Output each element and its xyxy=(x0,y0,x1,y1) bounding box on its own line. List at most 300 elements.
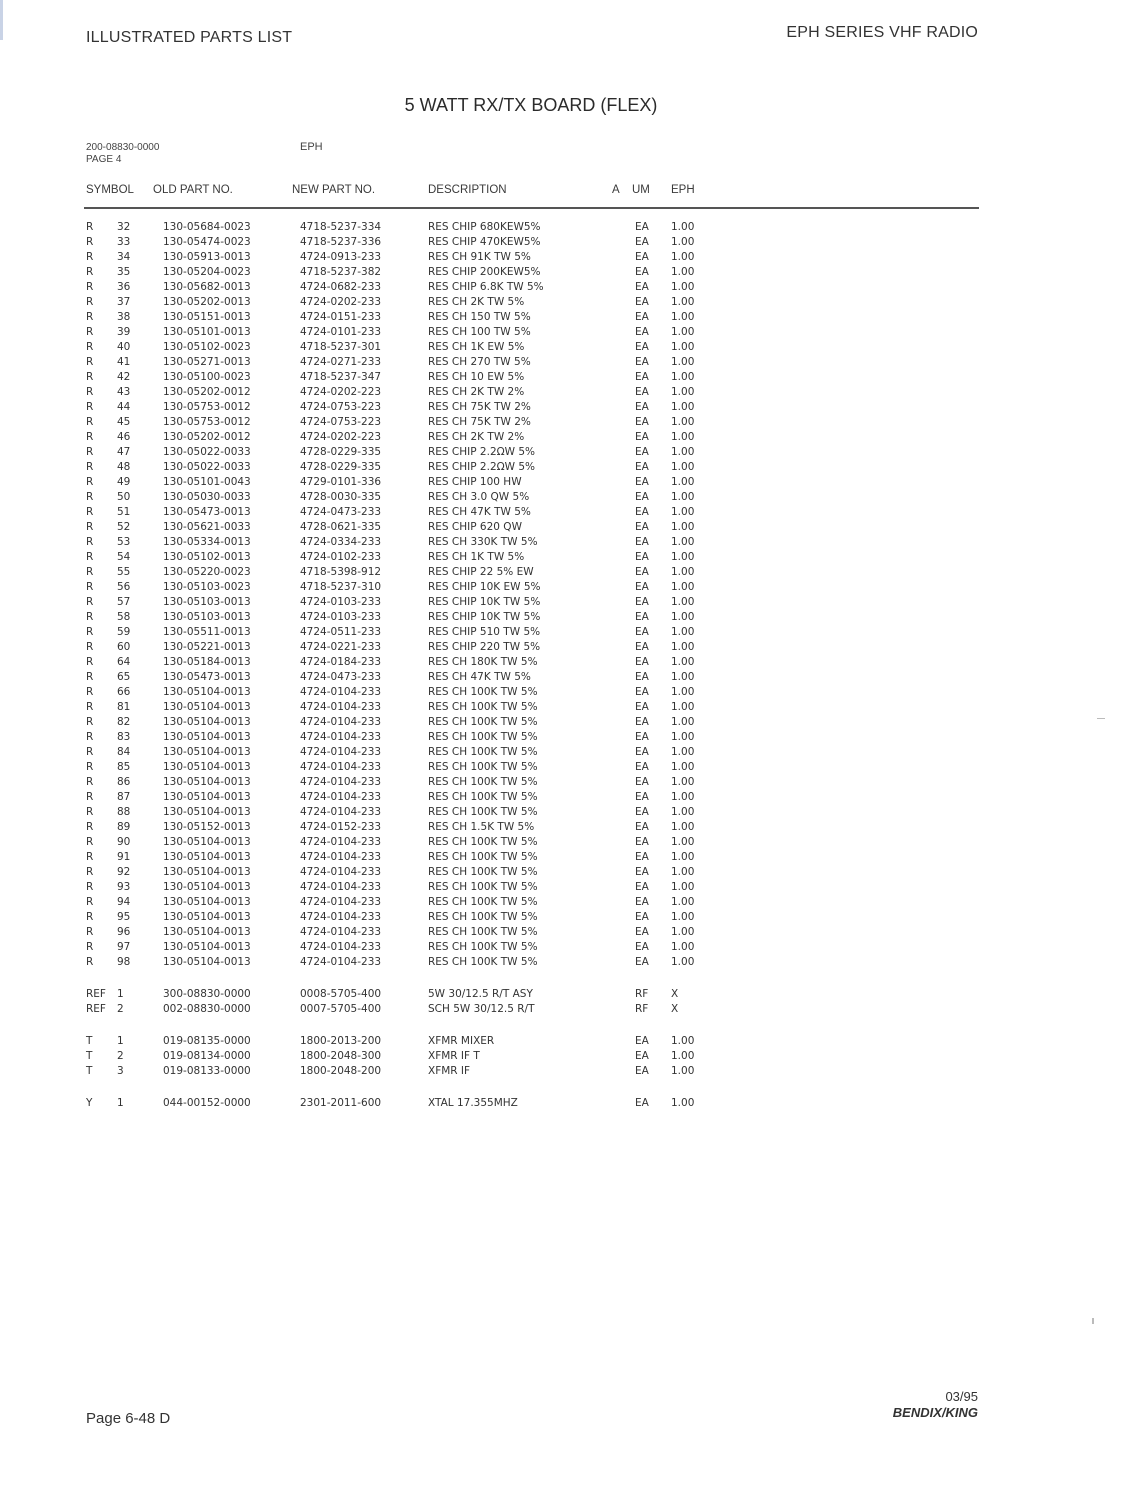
cell-qty: 1.00 xyxy=(671,671,695,683)
cell-new-part: 4718-5237-310 xyxy=(300,581,382,593)
cell-new-part: 4724-0271-233 xyxy=(300,356,382,368)
table-row xyxy=(0,820,760,835)
cell-qty: 1.00 xyxy=(671,701,695,713)
cell-qty: 1.00 xyxy=(671,491,695,503)
cell-old-part: 130-05104-0013 xyxy=(163,836,251,848)
cell-new-part: 4724-0104-233 xyxy=(300,686,382,698)
cell-qty: 1.00 xyxy=(671,881,695,893)
scan-edge-mark xyxy=(0,0,3,40)
cell-old-part: 130-05271-0013 xyxy=(163,356,251,368)
footer-brand: BENDIX/KING xyxy=(892,1405,978,1420)
cell-symbol: R xyxy=(86,641,94,653)
table-row xyxy=(0,520,760,535)
cell-qty: 1.00 xyxy=(671,911,695,923)
column-header-symbol: SYMBOL xyxy=(86,184,134,196)
cell-description: RES CHIP 620 QW xyxy=(428,521,522,533)
cell-number: 32 xyxy=(117,221,131,233)
cell-qty: 1.00 xyxy=(671,851,695,863)
cell-description: RES CH 2K TW 2% xyxy=(428,386,525,398)
cell-new-part: 4718-5237-382 xyxy=(300,266,382,278)
cell-um: EA xyxy=(635,596,649,608)
cell-um: EA xyxy=(635,611,649,623)
cell-old-part: 130-05104-0013 xyxy=(163,716,251,728)
cell-qty: 1.00 xyxy=(671,596,695,608)
cell-new-part: 4724-0104-233 xyxy=(300,881,382,893)
cell-description: RES CH 100K TW 5% xyxy=(428,941,538,953)
cell-number: 95 xyxy=(117,911,131,923)
cell-new-part: 4724-0753-223 xyxy=(300,401,382,413)
cell-new-part: 4718-5398-912 xyxy=(300,566,382,578)
cell-new-part: 4724-0104-233 xyxy=(300,746,382,758)
cell-new-part: 4724-0202-233 xyxy=(300,296,382,308)
cell-qty: 1.00 xyxy=(671,941,695,953)
cell-old-part: 130-05221-0013 xyxy=(163,641,251,653)
cell-new-part: 4724-0102-233 xyxy=(300,551,382,563)
cell-new-part: 4718-5237-347 xyxy=(300,371,382,383)
cell-qty: 1.00 xyxy=(671,791,695,803)
cell-um: EA xyxy=(635,431,649,443)
cell-number: 83 xyxy=(117,731,131,743)
cell-new-part: 4724-0152-233 xyxy=(300,821,382,833)
cell-new-part: 4724-0753-223 xyxy=(300,416,382,428)
cell-old-part: 300-08830-0000 xyxy=(163,988,251,1000)
cell-number: 64 xyxy=(117,656,131,668)
cell-um: EA xyxy=(635,881,649,893)
cell-description: RES CH 10 EW 5% xyxy=(428,371,525,383)
cell-qty: 1.00 xyxy=(671,476,695,488)
cell-symbol: T xyxy=(86,1065,93,1077)
table-row xyxy=(0,490,760,505)
cell-description: RES CH 75K TW 2% xyxy=(428,416,531,428)
cell-qty: 1.00 xyxy=(671,626,695,638)
cell-um: EA xyxy=(635,1050,649,1062)
cell-symbol: R xyxy=(86,836,94,848)
cell-symbol: R xyxy=(86,326,94,338)
cell-number: 43 xyxy=(117,386,131,398)
cell-qty: 1.00 xyxy=(671,296,695,308)
cell-old-part: 044-00152-0000 xyxy=(163,1097,251,1109)
cell-number: 57 xyxy=(117,596,131,608)
cell-old-part: 130-05104-0013 xyxy=(163,956,251,968)
cell-symbol: R xyxy=(86,266,94,278)
cell-new-part: 1800-2013-200 xyxy=(300,1035,382,1047)
cell-new-part: 4724-0473-233 xyxy=(300,671,382,683)
cell-new-part: 4724-0334-233 xyxy=(300,536,382,548)
cell-description: RES CH 100K TW 5% xyxy=(428,866,538,878)
cell-old-part: 130-05202-0013 xyxy=(163,296,251,308)
table-row xyxy=(0,265,760,280)
cell-symbol: R xyxy=(86,281,94,293)
cell-description: RES CH 100K TW 5% xyxy=(428,911,538,923)
cell-old-part: 019-08134-0000 xyxy=(163,1050,251,1062)
cell-description: RES CHIP 10K TW 5% xyxy=(428,611,541,623)
cell-qty: 1.00 xyxy=(671,356,695,368)
table-row xyxy=(0,220,760,235)
cell-new-part: 4724-0511-233 xyxy=(300,626,382,638)
cell-symbol: R xyxy=(86,911,94,923)
cell-number: 89 xyxy=(117,821,131,833)
cell-um: EA xyxy=(635,296,649,308)
cell-qty: 1.00 xyxy=(671,776,695,788)
cell-description: RES CHIP 220 TW 5% xyxy=(428,641,541,653)
cell-qty: 1.00 xyxy=(671,716,695,728)
cell-number: 59 xyxy=(117,626,131,638)
cell-new-part: 0007-5705-400 xyxy=(300,1003,382,1015)
cell-number: 54 xyxy=(117,551,131,563)
cell-um: EA xyxy=(635,386,649,398)
cell-description: 5W 30/12.5 R/T ASY xyxy=(428,988,533,1000)
cell-new-part: 1800-2048-200 xyxy=(300,1065,382,1077)
cell-description: XFMR IF T xyxy=(428,1050,480,1062)
table-row xyxy=(0,400,760,415)
cell-old-part: 130-05104-0013 xyxy=(163,866,251,878)
cell-number: 47 xyxy=(117,446,131,458)
cell-description: RES CH 180K TW 5% xyxy=(428,656,538,668)
cell-number: 46 xyxy=(117,431,131,443)
cell-description: RES CHIP 200KEW5% xyxy=(428,266,541,278)
cell-number: 66 xyxy=(117,686,131,698)
cell-symbol: T xyxy=(86,1050,93,1062)
cell-symbol: R xyxy=(86,221,94,233)
cell-old-part: 130-05151-0013 xyxy=(163,311,251,323)
cell-old-part: 130-05621-0033 xyxy=(163,521,251,533)
cell-qty: 1.00 xyxy=(671,1065,695,1077)
cell-number: 51 xyxy=(117,506,131,518)
table-row xyxy=(0,910,760,925)
cell-number: 2 xyxy=(117,1003,124,1015)
cell-um: EA xyxy=(635,236,649,248)
cell-um: EA xyxy=(635,701,649,713)
table-row xyxy=(0,550,760,565)
cell-old-part: 130-05334-0013 xyxy=(163,536,251,548)
cell-symbol: R xyxy=(86,566,94,578)
cell-qty: 1.00 xyxy=(671,236,695,248)
cell-number: 37 xyxy=(117,296,131,308)
scan-speck xyxy=(1097,718,1105,719)
table-row xyxy=(0,595,760,610)
cell-um: EA xyxy=(635,791,649,803)
cell-new-part: 2301-2011-600 xyxy=(300,1097,382,1109)
cell-description: RES CHIP 22 5% EW xyxy=(428,566,534,578)
cell-symbol: Y xyxy=(86,1097,93,1109)
cell-um: EA xyxy=(635,281,649,293)
table-row xyxy=(0,745,760,760)
cell-number: 48 xyxy=(117,461,131,473)
cell-qty: 1.00 xyxy=(671,866,695,878)
cell-um: EA xyxy=(635,476,649,488)
cell-old-part: 130-05104-0013 xyxy=(163,941,251,953)
cell-old-part: 130-05104-0013 xyxy=(163,776,251,788)
cell-qty: 1.00 xyxy=(671,416,695,428)
cell-qty: 1.00 xyxy=(671,371,695,383)
cell-new-part: 1800-2048-300 xyxy=(300,1050,382,1062)
column-header-new-part: NEW PART NO. xyxy=(292,184,376,196)
cell-qty: X xyxy=(671,1003,679,1015)
cell-description: RES CH 1K EW 5% xyxy=(428,341,525,353)
cell-number: 93 xyxy=(117,881,131,893)
cell-um: EA xyxy=(635,581,649,593)
table-row xyxy=(0,565,760,580)
table-row xyxy=(0,1034,760,1049)
cell-old-part: 130-05473-0013 xyxy=(163,506,251,518)
cell-new-part: 4724-0104-233 xyxy=(300,791,382,803)
cell-qty: 1.00 xyxy=(671,1050,695,1062)
cell-qty: 1.00 xyxy=(671,431,695,443)
cell-qty: 1.00 xyxy=(671,761,695,773)
cell-symbol: R xyxy=(86,746,94,758)
cell-description: RES CH 100K TW 5% xyxy=(428,806,538,818)
cell-new-part: 4724-0104-233 xyxy=(300,851,382,863)
table-row xyxy=(0,280,760,295)
table-row xyxy=(0,370,760,385)
cell-old-part: 130-05202-0012 xyxy=(163,431,251,443)
cell-um: EA xyxy=(635,356,649,368)
cell-qty: 1.00 xyxy=(671,641,695,653)
cell-symbol: R xyxy=(86,821,94,833)
cell-um: EA xyxy=(635,866,649,878)
cell-um: EA xyxy=(635,371,649,383)
cell-number: 87 xyxy=(117,791,131,803)
cell-qty: 1.00 xyxy=(671,446,695,458)
cell-um: EA xyxy=(635,461,649,473)
footer-page-number: Page 6-48 D xyxy=(86,1410,171,1427)
cell-symbol: R xyxy=(86,671,94,683)
table-row xyxy=(0,685,760,700)
cell-number: 92 xyxy=(117,866,131,878)
cell-number: 45 xyxy=(117,416,131,428)
cell-description: RES CHIP 10K TW 5% xyxy=(428,596,541,608)
cell-number: 41 xyxy=(117,356,131,368)
cell-um: EA xyxy=(635,311,649,323)
cell-symbol: R xyxy=(86,521,94,533)
cell-description: RES CH 100K TW 5% xyxy=(428,686,538,698)
cell-qty: 1.00 xyxy=(671,746,695,758)
cell-symbol: R xyxy=(86,956,94,968)
cell-symbol: R xyxy=(86,731,94,743)
cell-um: EA xyxy=(635,941,649,953)
cell-um: EA xyxy=(635,746,649,758)
table-row xyxy=(0,325,760,340)
cell-new-part: 4724-0473-233 xyxy=(300,506,382,518)
table-row xyxy=(0,625,760,640)
cell-symbol: R xyxy=(86,551,94,563)
cell-new-part: 4724-0202-223 xyxy=(300,431,382,443)
cell-description: RES CH 100K TW 5% xyxy=(428,791,538,803)
cell-qty: 1.00 xyxy=(671,326,695,338)
cell-qty: 1.00 xyxy=(671,821,695,833)
table-row xyxy=(0,535,760,550)
cell-symbol: R xyxy=(86,881,94,893)
cell-description: XTAL 17.355MHZ xyxy=(428,1097,518,1109)
cell-symbol: R xyxy=(86,596,94,608)
cell-new-part: 4724-0103-233 xyxy=(300,611,382,623)
cell-description: RES CH 2K TW 5% xyxy=(428,296,525,308)
cell-new-part: 4729-0101-336 xyxy=(300,476,382,488)
cell-description: RES CH 100K TW 5% xyxy=(428,761,538,773)
cell-old-part: 130-05022-0033 xyxy=(163,461,251,473)
cell-symbol: R xyxy=(86,341,94,353)
cell-qty: 1.00 xyxy=(671,251,695,263)
cell-old-part: 130-05104-0013 xyxy=(163,731,251,743)
cell-symbol: R xyxy=(86,926,94,938)
cell-description: RES CH 100 TW 5% xyxy=(428,326,531,338)
cell-um: EA xyxy=(635,1097,649,1109)
cell-new-part: 4718-5237-301 xyxy=(300,341,382,353)
table-row xyxy=(0,340,760,355)
table-row xyxy=(0,700,760,715)
cell-new-part: 4724-0682-233 xyxy=(300,281,382,293)
cell-um: EA xyxy=(635,956,649,968)
document-number-block xyxy=(86,142,159,166)
cell-old-part: 130-05473-0013 xyxy=(163,671,251,683)
table-row xyxy=(0,835,760,850)
cell-old-part: 130-05511-0013 xyxy=(163,626,251,638)
cell-new-part: 4728-0229-335 xyxy=(300,446,382,458)
cell-description: RES CH 100K TW 5% xyxy=(428,851,538,863)
cell-um: EA xyxy=(635,911,649,923)
table-row xyxy=(0,355,760,370)
column-header-um: UM xyxy=(632,184,650,196)
cell-old-part: 002-08830-0000 xyxy=(163,1003,251,1015)
cell-description: RES CH 270 TW 5% xyxy=(428,356,531,368)
cell-number: 56 xyxy=(117,581,131,593)
cell-new-part: 4724-0202-223 xyxy=(300,386,382,398)
cell-description: RES CH 100K TW 5% xyxy=(428,731,538,743)
cell-old-part: 130-05101-0043 xyxy=(163,476,251,488)
cell-um: EA xyxy=(635,806,649,818)
cell-qty: 1.00 xyxy=(671,461,695,473)
cell-description: RES CH 100K TW 5% xyxy=(428,701,538,713)
cell-symbol: R xyxy=(86,386,94,398)
cell-um: EA xyxy=(635,641,649,653)
table-row xyxy=(0,925,760,940)
cell-number: 1 xyxy=(117,988,124,1000)
table-row xyxy=(0,235,760,250)
cell-qty: 1.00 xyxy=(671,1035,695,1047)
cell-number: 42 xyxy=(117,371,131,383)
model-label: EPH xyxy=(300,141,323,153)
cell-new-part: 4724-0104-233 xyxy=(300,836,382,848)
cell-old-part: 130-05104-0013 xyxy=(163,701,251,713)
cell-description: RES CHIP 6.8K TW 5% xyxy=(428,281,544,293)
cell-symbol: R xyxy=(86,806,94,818)
cell-symbol: R xyxy=(86,776,94,788)
table-row xyxy=(0,1049,760,1064)
cell-qty: 1.00 xyxy=(671,656,695,668)
cell-new-part: 4724-0913-233 xyxy=(300,251,382,263)
table-row xyxy=(0,1064,760,1079)
cell-number: 90 xyxy=(117,836,131,848)
cell-symbol: R xyxy=(86,251,94,263)
cell-qty: 1.00 xyxy=(671,611,695,623)
table-row xyxy=(0,895,760,910)
cell-qty: X xyxy=(671,988,679,1000)
cell-symbol: R xyxy=(86,476,94,488)
cell-qty: 1.00 xyxy=(671,521,695,533)
cell-description: RES CH 100K TW 5% xyxy=(428,746,538,758)
cell-number: 91 xyxy=(117,851,131,863)
cell-number: 84 xyxy=(117,746,131,758)
cell-symbol: R xyxy=(86,656,94,668)
cell-um: EA xyxy=(635,1035,649,1047)
table-row xyxy=(0,850,760,865)
cell-description: RES CH 3.0 QW 5% xyxy=(428,491,530,503)
table-row xyxy=(0,415,760,430)
cell-new-part: 4718-5237-334 xyxy=(300,221,382,233)
table-row xyxy=(0,580,760,595)
cell-number: 49 xyxy=(117,476,131,488)
table-row xyxy=(0,670,760,685)
cell-number: 33 xyxy=(117,236,131,248)
header-left-title: ILLUSTRATED PARTS LIST xyxy=(86,29,293,46)
cell-old-part: 130-05753-0012 xyxy=(163,401,251,413)
cell-qty: 1.00 xyxy=(671,536,695,548)
cell-number: 50 xyxy=(117,491,131,503)
cell-um: EA xyxy=(635,761,649,773)
cell-new-part: 4724-0104-233 xyxy=(300,956,382,968)
cell-qty: 1.00 xyxy=(671,836,695,848)
cell-description: RES CH 100K TW 5% xyxy=(428,926,538,938)
cell-old-part: 130-05202-0012 xyxy=(163,386,251,398)
cell-qty: 1.00 xyxy=(671,506,695,518)
cell-qty: 1.00 xyxy=(671,686,695,698)
cell-old-part: 130-05104-0013 xyxy=(163,686,251,698)
cell-description: RES CH 47K TW 5% xyxy=(428,671,531,683)
cell-symbol: R xyxy=(86,626,94,638)
cell-new-part: 4728-0621-335 xyxy=(300,521,382,533)
cell-um: EA xyxy=(635,416,649,428)
cell-number: 2 xyxy=(117,1050,124,1062)
cell-description: RES CH 100K TW 5% xyxy=(428,956,538,968)
cell-old-part: 019-08135-0000 xyxy=(163,1035,251,1047)
cell-new-part: 4718-5237-336 xyxy=(300,236,382,248)
cell-um: EA xyxy=(635,776,649,788)
cell-qty: 1.00 xyxy=(671,386,695,398)
cell-new-part: 4724-0104-233 xyxy=(300,731,382,743)
table-row xyxy=(0,655,760,670)
cell-old-part: 130-05022-0033 xyxy=(163,446,251,458)
cell-description: RES CH 47K TW 5% xyxy=(428,506,531,518)
table-row xyxy=(0,715,760,730)
cell-um: EA xyxy=(635,896,649,908)
cell-symbol: R xyxy=(86,461,94,473)
cell-um: EA xyxy=(635,671,649,683)
cell-um: EA xyxy=(635,566,649,578)
cell-description: RES CHIP 470KEW5% xyxy=(428,236,541,248)
cell-symbol: R xyxy=(86,416,94,428)
column-header-old-part: OLD PART NO. xyxy=(153,184,233,196)
cell-number: 40 xyxy=(117,341,131,353)
cell-um: EA xyxy=(635,221,649,233)
cell-um: EA xyxy=(635,836,649,848)
cell-new-part: 4724-0104-233 xyxy=(300,866,382,878)
cell-number: 97 xyxy=(117,941,131,953)
cell-number: 96 xyxy=(117,926,131,938)
cell-symbol: R xyxy=(86,536,94,548)
cell-number: 60 xyxy=(117,641,131,653)
column-header-eph: EPH xyxy=(671,184,695,196)
cell-old-part: 130-05030-0033 xyxy=(163,491,251,503)
cell-um: EA xyxy=(635,626,649,638)
table-row xyxy=(0,250,760,265)
cell-qty: 1.00 xyxy=(671,581,695,593)
cell-symbol: R xyxy=(86,311,94,323)
cell-new-part: 4728-0030-335 xyxy=(300,491,382,503)
table-row xyxy=(0,430,760,445)
cell-um: RF xyxy=(635,1003,649,1015)
table-row xyxy=(0,1096,760,1111)
cell-symbol: R xyxy=(86,701,94,713)
